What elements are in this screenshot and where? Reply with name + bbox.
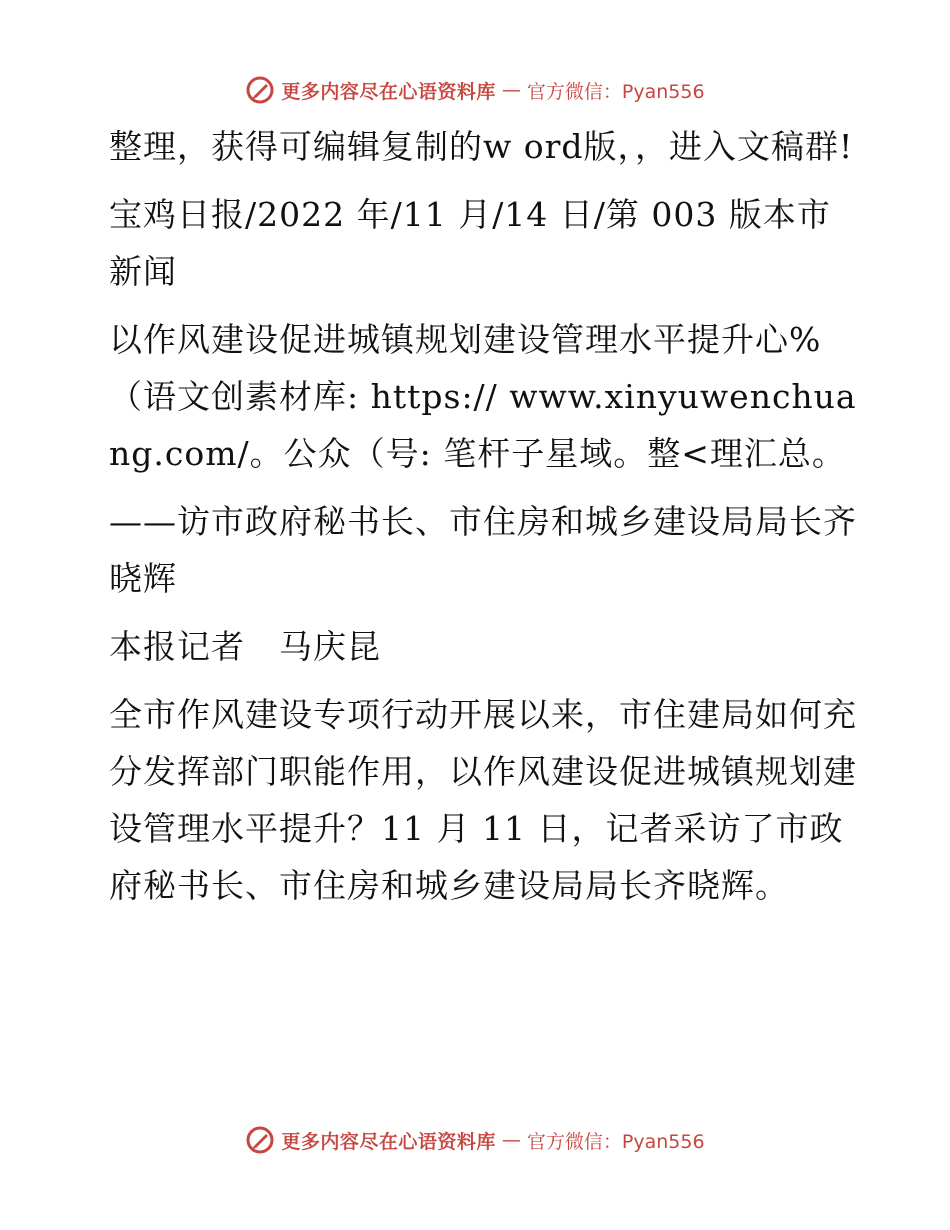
- banner-text: 更多内容尽在心语资料库: [281, 80, 496, 103]
- banner-wechat: 官方微信：Pyan556: [526, 1130, 705, 1153]
- banner-dash: —: [501, 1129, 521, 1151]
- pen-logo-icon: [245, 1125, 275, 1155]
- footer-watermark-banner: [0, 1120, 950, 1160]
- banner-text: 更多内容尽在心语资料库: [281, 1130, 496, 1153]
- header-watermark-banner: [0, 70, 950, 110]
- paragraph-intro: 整理，获得可编辑复制的w ord版，，进入文稿群!: [109, 127, 854, 166]
- paragraph-subtitle: ——访市政府秘书长、市住房和城乡建设局局长齐晓辉: [109, 502, 857, 598]
- banner-wechat: 官方微信：Pyan556: [526, 80, 705, 103]
- pen-logo-icon: [245, 75, 275, 105]
- paragraph-byline: 本报记者 马庆昆: [109, 627, 381, 666]
- document-body: [97, 118, 857, 925]
- paragraph-title: 以作风建设促进城镇规划建设管理水平提升心%（语文创素材库: https:// www.xinyuwenchuang.com/。公众（号: 笔杆子星域。整<理汇总。: [109, 320, 857, 473]
- paragraph-source: 宝鸡日报/2022 年/11 月/14 日/第 003 版本市新闻: [109, 195, 831, 291]
- banner-dash: —: [501, 79, 521, 101]
- paragraph-body: 全市作风建设专项行动开展以来，市住建局如何充分发挥部门职能作用，以作风建设促进城镇规划建设管理水平提升？11 月 11 日，记者采访了市政府秘书长、市住房和城乡建设局局长齐晓辉。: [109, 695, 857, 905]
